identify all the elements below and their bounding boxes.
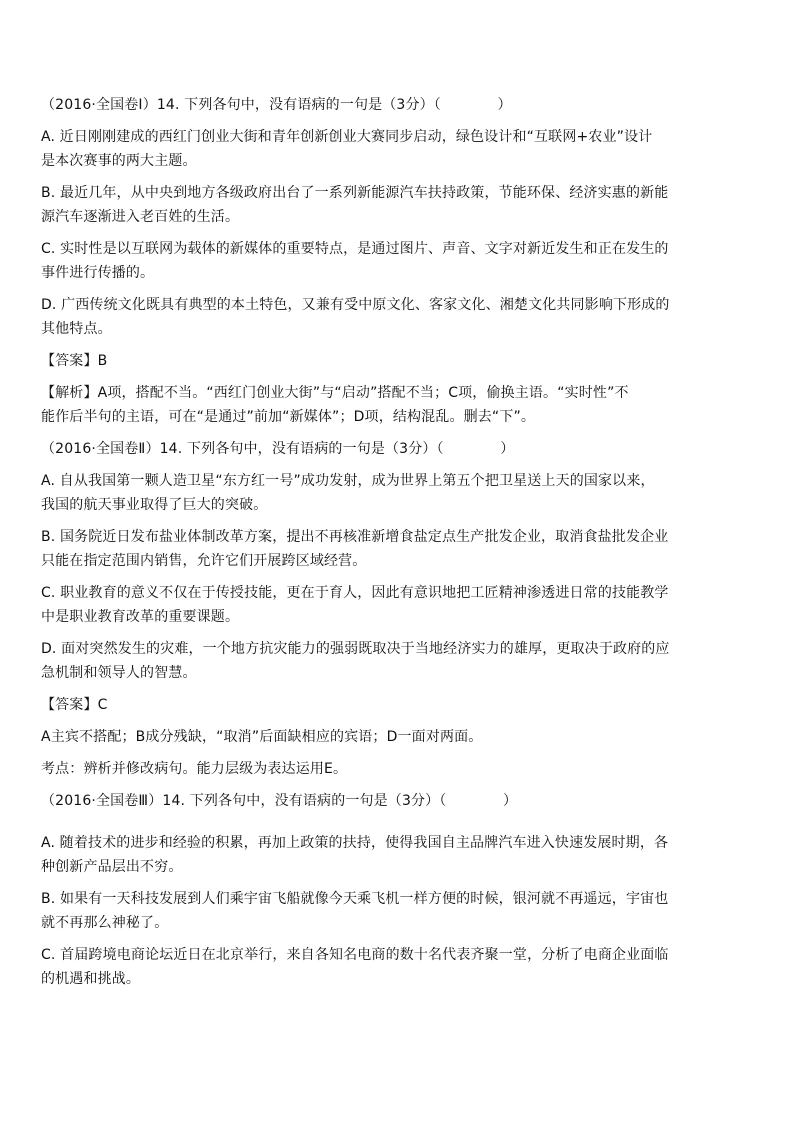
q1-option-c [41, 237, 757, 285]
q1-option-d [41, 293, 757, 341]
q3-header [41, 789, 757, 813]
q2-option-c-line1: C. 职业教育的意义不仅在于传授技能，更在于育人，因此有意识地把工匠精神渗透进日常的技能教学 [41, 585, 669, 601]
q2-header-line: （2016·全国卷Ⅱ）14. 下列各句中，没有语病的一句是（3分）（ ） [41, 441, 515, 457]
q1-analysis-line2: 能作后半句的主语，可在“是通过”前加“新媒体”；D项，结构混乱。删去“下”。 [41, 409, 535, 425]
q2-option-b-line1: B. 国务院近日发布盐业体制改革方案，提出不再核准新增食盐定点生产批发企业，取消食盐批发企业 [41, 529, 669, 545]
q2-option-c-line2: 中是职业教育改革的重要课题。 [41, 609, 240, 625]
q2-option-b-line2: 只能在指定范围内销售，允许它们开展跨区域经营。 [41, 553, 367, 569]
q2-analysis-line: A主宾不搭配；B成分残缺，“取消”后面缺相应的宾语；D一面对两面。 [41, 729, 483, 745]
q2-option-a-line2: 我国的航天事业取得了巨大的突破。 [41, 497, 268, 513]
q3-option-b [41, 887, 757, 935]
q1-analysis [41, 381, 757, 429]
q2-option-a [41, 469, 757, 517]
q1-option-b-line2: 源汽车逐渐进入老百姓的生活。 [41, 209, 240, 225]
q1-option-c-line1: C. 实时性是以互联网为载体的新媒体的重要特点，是通过图片、声音、文字对新近发生和正在发生的 [41, 241, 669, 257]
q2-option-d-line1: D. 面对突然发生的灾难，一个地方抗灾能力的强弱既取决于当地经济实力的雄厚，更取决于政府的应 [41, 641, 670, 657]
q3-option-b-line2: 就不再那么神秘了。 [41, 915, 169, 931]
q3-option-c-line1: C. 首届跨境电商论坛近日在北京举行，来自各知名电商的数十名代表齐聚一堂，分析了电商企业面临 [41, 947, 669, 963]
q1-answer [41, 349, 757, 373]
q1-option-a [41, 125, 757, 173]
q3-option-b-line1: B. 如果有一天科技发展到人们乘宇宙飞船就像今天乘飞机一样方便的时候，银河就不再遥远，宇宙也 [41, 891, 669, 907]
q2-kaodian [41, 757, 757, 781]
q1-answer-line: 【答案】B [41, 353, 108, 369]
q2-option-c [41, 581, 757, 629]
q3-option-c [41, 943, 757, 991]
q1-option-a-line2: 是本次赛事的两大主题。 [41, 153, 197, 169]
q3-option-a-line2: 种创新产品层出不穷。 [41, 859, 183, 875]
q3-header-line: （2016·全国卷Ⅲ）14. 下列各句中，没有语病的一句是（3分）（ ） [41, 793, 518, 809]
q3-option-c-line2: 的机遇和挑战。 [41, 971, 141, 987]
q1-analysis-line1: 【解析】A项，搭配不当。“西红门创业大街”与“启动”搭配不当；C项，偷换主语。“实时性”不 [41, 385, 629, 401]
q2-answer [41, 693, 757, 717]
q1-option-d-line1: D. 广西传统文化既具有典型的本土特色，又兼有受中原文化、客家文化、湘楚文化共同影响下形成的 [41, 297, 670, 313]
q2-header [41, 437, 757, 461]
q2-option-d-line2: 急机制和领导人的智慧。 [41, 665, 197, 681]
q1-option-a-line1: A. 近日刚刚建成的西红门创业大街和青年创新创业大赛同步启动，绿色设计和“互联网+农业”设计 [41, 129, 653, 145]
q1-option-b [41, 181, 757, 229]
q1-option-c-line2: 事件进行传播的。 [41, 265, 155, 281]
q2-option-d [41, 637, 757, 685]
q1-header [41, 93, 757, 117]
q1-option-b-line1: B. 最近几年，从中央到地方各级政府出台了一系列新能源汽车扶持政策，节能环保、经济实惠的新能 [41, 185, 669, 201]
q2-kaodian-line: 考点：辨析并修改病句。能力层级为表达运用E。 [41, 761, 348, 777]
document-content [41, 93, 757, 999]
q2-option-a-line1: A. 自从我国第一颗人造卫星“东方红一号”成功发射，成为世界上第五个把卫星送上天的国家以来， [41, 473, 655, 489]
q3-option-a [41, 831, 757, 879]
q2-answer-line: 【答案】C [41, 697, 108, 713]
q2-analysis [41, 725, 757, 749]
q1-header-line: （2016·全国卷Ⅰ）14. 下列各句中，没有语病的一句是（3分）（ ） [41, 97, 512, 113]
q1-option-d-line2: 其他特点。 [41, 321, 112, 337]
q3-option-a-line1: A. 随着技术的进步和经验的积累，再加上政策的扶持，使得我国自主品牌汽车进入快速发展时期，各 [41, 835, 669, 851]
q2-option-b [41, 525, 757, 573]
